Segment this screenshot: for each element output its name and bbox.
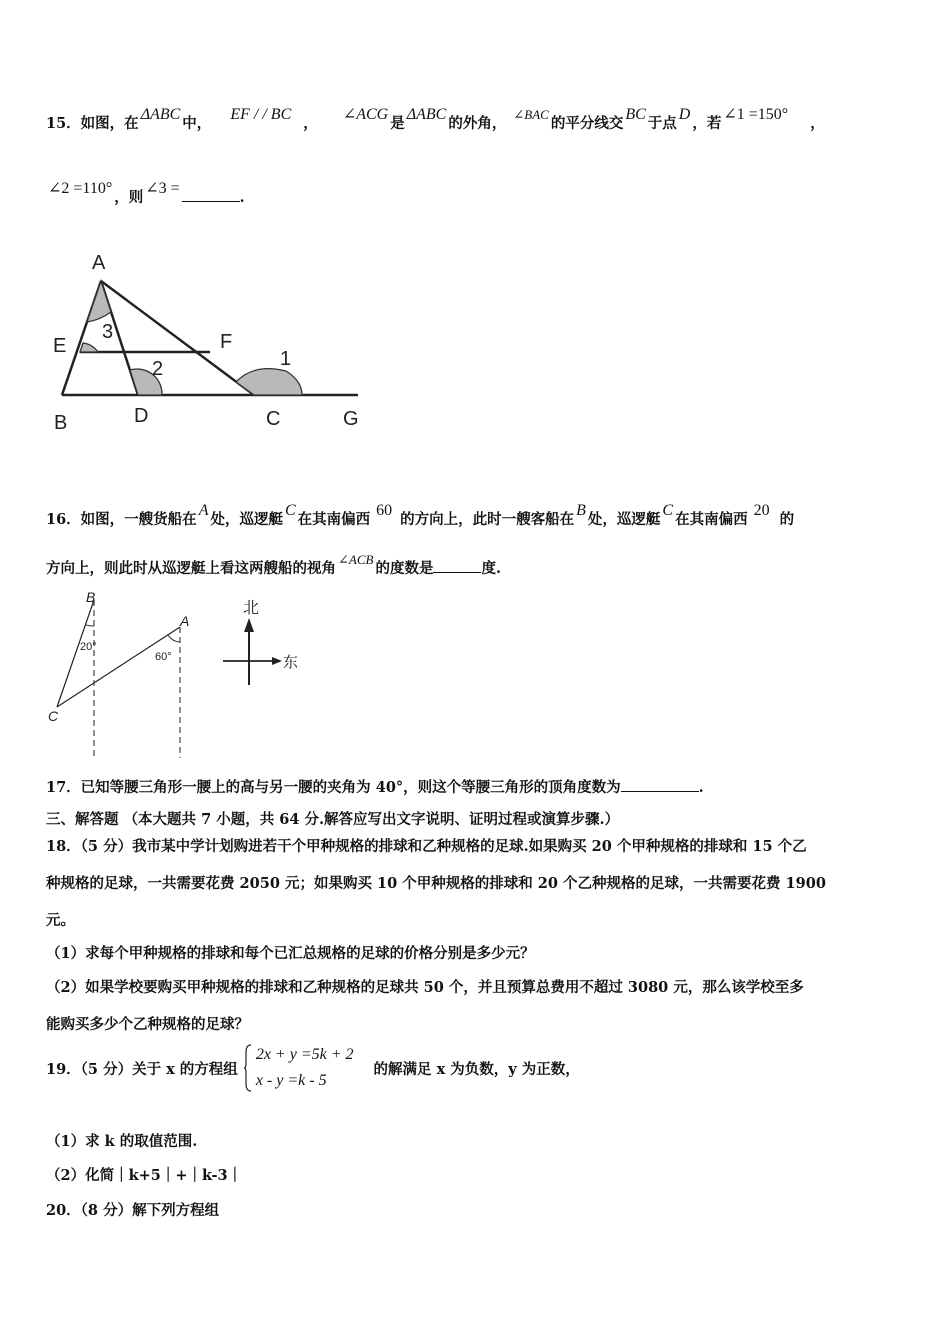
equation-2: x - y =k - 5 <box>255 1072 327 1089</box>
compass <box>223 599 298 685</box>
q17: 17．已知等腰三角形一腰上的高与另一腰的夹角为 40°，则这个等腰三角形的顶角度数为 . <box>46 779 704 796</box>
equation-1: 2x + y =5k + 2 <box>255 1046 354 1063</box>
angle-E-shade <box>80 343 98 352</box>
label-1: 1 <box>280 348 292 370</box>
q18-part1: （1）求每个甲种规格的排球和每个已汇总规格的足球的价格分别是多少元？ <box>46 945 535 962</box>
q20: 20．（8 分）解下列方程组 <box>46 1202 220 1219</box>
figure-16-ships <box>40 590 320 765</box>
label-A: A <box>92 252 106 274</box>
brace-icon <box>244 1044 252 1092</box>
label-E: E <box>53 335 67 357</box>
label-east: 东 <box>283 654 299 671</box>
q19-part1: （1）求 k 的取值范围. <box>46 1133 198 1150</box>
label-D: D <box>134 405 149 427</box>
q15-line1: 15．如图，在ΔABC中， EF / / BC， ∠ACG是ΔABC的外角， ∠BAC的平分线交BC于点D，若∠1 =150°， <box>46 106 825 132</box>
q19-part2: （2）化简｜k+5｜+｜k-3｜ <box>46 1167 243 1184</box>
label-20deg: 20° <box>80 641 97 653</box>
equation-system <box>244 1042 354 1094</box>
q16-line2: 方向上，则此时从巡逻艇上看这两艘船的视角∠ACB的度数是 度. <box>46 552 502 577</box>
section-3-heading: 三、解答题 （本大题共 7 小题，共 64 分.解答应写出文字说明、证明过程或演算步骤.） <box>46 811 620 828</box>
label-north: 北 <box>243 600 260 617</box>
label-B16: B <box>86 590 96 605</box>
label-C16: C <box>48 708 59 724</box>
figure-15-triangle <box>40 245 380 445</box>
q18-line3: 元。 <box>46 912 75 929</box>
q16-line1: 16．如图，一艘货船在A处，巡逻艇C在其南偏西60的方向上，此时一艘客船在B处，巡逻艇C在其南偏西20的 <box>46 502 795 528</box>
q15-line2: ∠2 =110°，则∠3 =. <box>48 180 245 206</box>
label-B: B <box>54 412 68 434</box>
label-60deg: 60° <box>155 651 172 663</box>
q19-line: 19．（5 分）关于 x 的方程组 2x + y =5k + 2 x - y =k - 5 的解满足 x 为负数，y 为正数， <box>46 1042 580 1094</box>
label-3: 3 <box>102 321 114 343</box>
q18-part2a: （2）如果学校要购买甲种规格的排球和乙种规格的足球共 50 个，并且预算总费用不超过 3080 元，那么该学校至多 <box>46 979 804 996</box>
label-2: 2 <box>152 358 164 380</box>
label-A16: A <box>180 613 190 629</box>
label-C: C <box>266 408 281 430</box>
label-G: G <box>343 408 359 430</box>
q18-line1: 18．（5 分）我市某中学计划购进若干个甲种规格的排球和乙种规格的足球.如果购买 20 个甲种规格的排球和 15 个乙 <box>46 838 807 855</box>
q18-line2: 种规格的足球，一共需要花费 2050 元；如果购买 10 个甲种规格的排球和 20 个乙种规格的足球，一共需要花费 1900 <box>46 875 826 892</box>
answer-blank-15[interactable] <box>182 187 240 202</box>
answer-blank-17[interactable] <box>621 777 699 792</box>
label-F: F <box>220 331 233 353</box>
answer-blank-16[interactable] <box>433 558 481 573</box>
q18-part2b: 能购买多少个乙种规格的足球？ <box>46 1016 249 1033</box>
